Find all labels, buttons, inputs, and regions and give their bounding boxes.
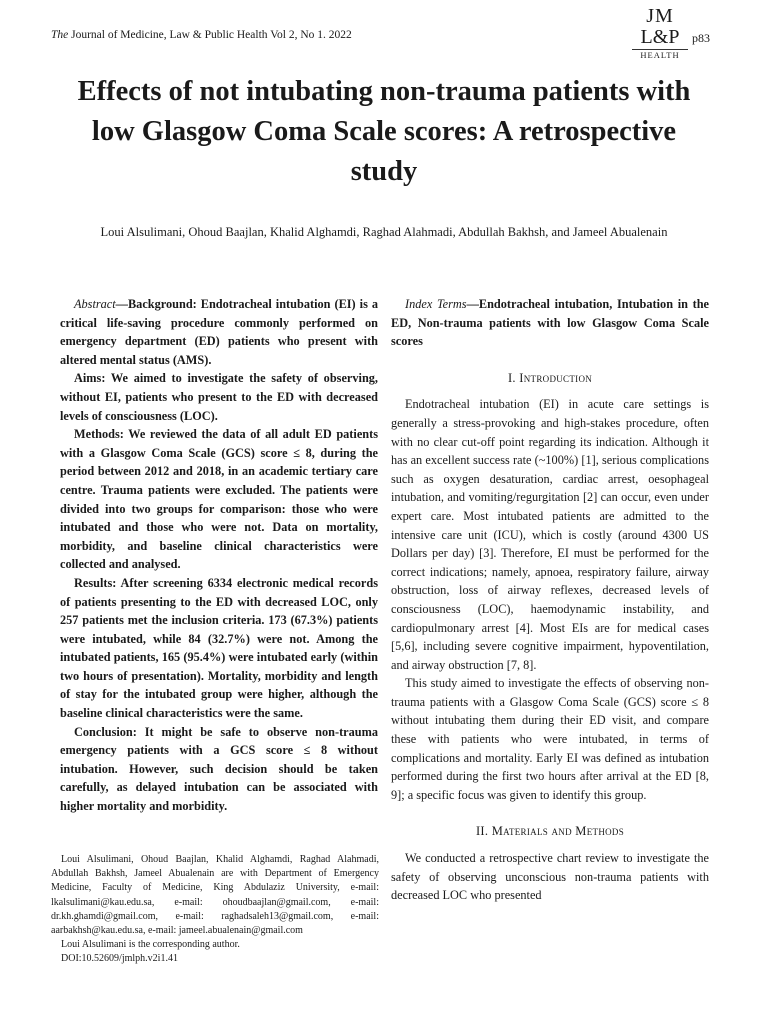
index-terms-label: Index Terms [405, 297, 467, 311]
index-terms [391, 295, 709, 351]
section-number: I. [507, 370, 520, 385]
journal-logo [632, 6, 688, 60]
abstract-conclusion: Conclusion: It might be safe to observe non-trauma emergency patients with a GCS score ≤ 8 without intubation. However, such decision should be taken carefully, as delayed intubation can be associated with higher mortality and morbidity. [60, 724, 378, 814]
intro-paragraph-1: Endotracheal intubation (EI) in acute care settings is generally a stress-provoking and high-stakes procedure, often with no clear cut-off point regarding its indication. Although it has an excellent success rate (~100%) [1], serious complications such as oxygen desaturation, cardiac arrest, oesophageal intubation, and vomiting/regurgitation [2] can occur, even under expert care. Most intubated patients are admitted to the intensive care unit (ICU), which is costly (around 4300 US Dollars per day) [3]. Therefore, EI must be performed for the correct indications; namely, apnoea, respiratory failure, airway obstruction, loss of airway reflexes, decreased levels of consciousness (LOC), haemodynamic instability, and cardiopulmonary arrest [4]. Most EIs are for medical cases [5,6], including severe cognitive impairment, hypoventilation, and airway obstruction [7, 8]. [391, 397, 709, 672]
section-title: Materials and Methods [491, 824, 625, 839]
abstract-results: Results: After screening 6334 electronic medical records of patients presenting to the ED with decreased LOC, only 257 patients met the inclusion criteria. 173 (67.3%) patients were intubated, while 84 (32.7%) were not. Among the intubated patients, 165 (95.4%) were intubated early (within two hours of presentation). Mortality, morbidity and length of stay for the intubated group were higher, although the baseline clinical characteristics were the same. [60, 575, 378, 721]
author-list: Loui Alsulimani, Ohoud Baajlan, Khalid Alghamdi, Raghad Alahmadi, Abdullah Bakhsh, and Jameel Abualenain [100, 225, 668, 239]
journal-header-text: Journal of Medicine, Law & Public Health Vol 2, No 1. 2022 [68, 29, 352, 41]
paper-title: Effects of not intubating non-trauma patients with low Glasgow Coma Scale scores: A retrospective study [77, 76, 691, 187]
intro-paragraph-2: This study aimed to investigate the effects of observing non-trauma patients with a Glasgow Coma Scale (GCS) score ≤ 8 without intubating them during their ED visit, and compare these with patients who were intubated, in terms of complications and mortality. Early EI was defined as intubation performed during the first two hours after arrival at the ED [8, 9]; a specific focus was given to identify this group. [391, 676, 709, 802]
footnote-affiliations: Loui Alsulimani, Ohoud Baajlan, Khalid Alghamdi, Raghad Alahmadi, Abdullah Bakhsh, Jameel Abualenain are with Department of Emergency Medicine, Faculty of Medicine, King Abdulaziz University, e-mail: lkalsulimani@kau.edu.sa, e-mail: ohoudbaajlan@gmail.com, e-mail: dr.kh.ghamdi@gmail.com, e-mail: raghadsaleh13@gmail.com, e-mail: aarbakhsh@kau.edu.sa, e-mail: jameel.abualenain@gmail.com [51, 854, 379, 937]
page-number: p83 [692, 31, 710, 45]
footnote-doi: DOI:10.52609/jmlph.v2i1.41 [61, 953, 178, 965]
author-footnote [51, 853, 379, 967]
abstract-background-text: —Background: Endotracheal intubation (EI) is a critical life-saving procedure commonly performed on emergency department (ED) patients who present with altered mental status (AMS). [60, 297, 378, 367]
journal-header [51, 29, 352, 41]
abstract-methods: Methods: We reviewed the data of all adult ED patients with a Glasgow Coma Scale (GCS) score ≤ 8, during the period between 2012 and 2018, in an academic tertiary care centre. Trauma patients were excluded. The patients were divided into two groups for comparison: those who were intubated and those who were not. Data on mortality, morbidity, and baseline clinical characteristics were collected and analysed. [60, 427, 378, 572]
abstract-background [60, 295, 378, 369]
index-terms-text: —Endotracheal intubation, Intubation in the ED, Non-trauma patients with low Glasgow Coma Scale scores [391, 297, 709, 349]
section-heading-introduction [391, 369, 709, 388]
left-column [60, 295, 378, 816]
methods-paragraph-1: We conducted a retrospective chart review to investigate the safety of observing unconscious non-trauma patients with decreased LOC who presented [391, 851, 709, 903]
logo-line-3: HEALTH [632, 49, 688, 60]
logo-line-1: JM [646, 5, 674, 27]
logo-line-2: L&P [640, 26, 680, 48]
abstract-aims: Aims: We aimed to investigate the safety of observing, without EI, patients who present to the ED with decreased levels of consciousness (LOC). [60, 371, 378, 423]
section-heading-methods [391, 822, 709, 841]
section-title: Introduction [519, 370, 593, 385]
abstract-label: Abstract [74, 297, 116, 311]
footnote-corresponding: Loui Alsulimani is the corresponding author. [61, 939, 240, 951]
right-column [391, 295, 709, 905]
journal-header-italic: The [51, 29, 69, 41]
section-number: II. [475, 824, 492, 839]
